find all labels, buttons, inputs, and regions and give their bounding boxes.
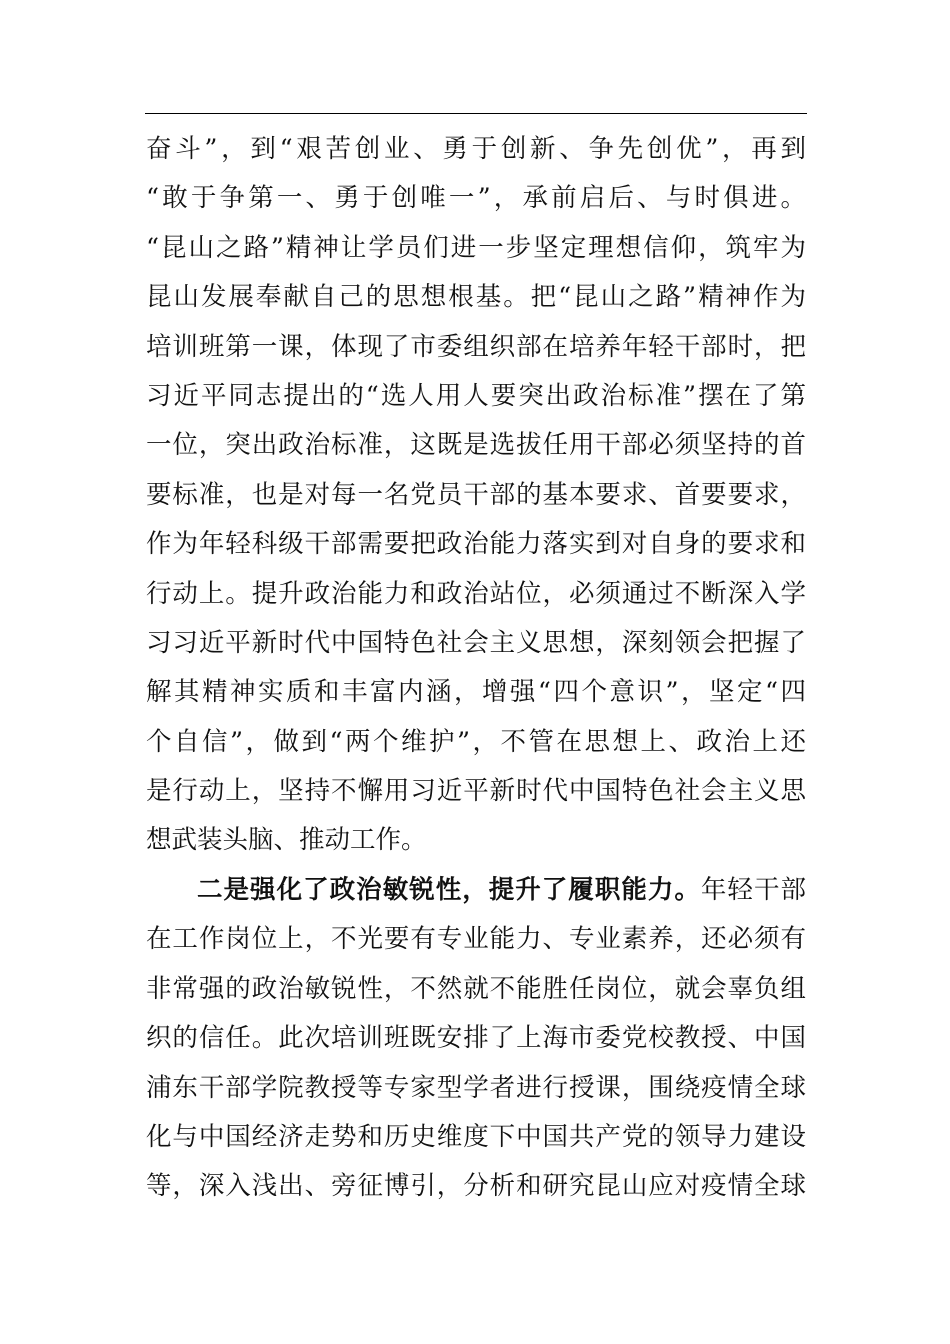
paragraph-1-line: 培训班第一课，体现了市委组织部在培养年轻干部时，把: [146, 331, 806, 362]
paragraph-1-line: 一位，突出政治标准，这既是选拔任用干部必须坚持的首: [146, 430, 806, 461]
paragraph-2-first-line-rest: 年轻干部: [700, 875, 806, 905]
paragraph-2-line: 浦东干部学院教授等专家型学者进行授课，围绕疫情全球: [146, 1072, 806, 1103]
paragraph-2: [146, 866, 806, 1212]
paragraph-1-line: 习近平同志提出的“选人用人要突出政治标准”摆在了第: [146, 380, 806, 411]
paragraph-1-line: 习习近平新时代中国特色社会主义思想，深刻领会把握了: [146, 627, 806, 658]
header-rule: [145, 113, 807, 114]
paragraph-1-line: 奋斗”，到“艰苦创业、勇于创新、争先创优”，再到: [146, 134, 806, 164]
paragraph-1-line: 想武装头脑、推动工作。: [146, 825, 427, 856]
paragraph-1-line: 是行动上，坚持不懈用习近平新时代中国特色社会主义思: [146, 776, 806, 807]
paragraph-1-line: 解其精神实质和丰富内涵，增强“四个意识”，坚定“四: [146, 677, 806, 708]
paragraph-1-line: 作为年轻科级干部需要把政治能力落实到对自身的要求和: [146, 529, 806, 560]
paragraph-2-line: 非常强的政治敏锐性，不然就不能胜任岗位，就会辜负组: [146, 973, 806, 1004]
paragraph-1-line: “昆山之路”精神让学员们进一步坚定理想信仰，筑牢为: [146, 232, 806, 263]
paragraph-2-line: 织的信任。此次培训班既安排了上海市委党校教授、中国: [146, 1023, 806, 1054]
paragraph-2-heading: 二是强化了政治敏锐性，提升了履职能力。: [197, 875, 701, 905]
paragraph-2-first-line: [146, 866, 806, 915]
paragraph-2-line: 等，深入浅出、旁征博引，分析和研究昆山应对疫情全球: [146, 1171, 806, 1202]
paragraph-1-line: 个自信”，做到“两个维护”，不管在思想上、政治上还: [146, 726, 806, 757]
paragraph-2-line: 化与中国经济走势和历史维度下中国共产党的领导力建设: [146, 1121, 806, 1152]
paragraph-1-line: 要标准，也是对每一名党员干部的基本要求、首要要求，: [146, 479, 806, 510]
paragraph-2-line: 在工作岗位上，不光要有专业能力、专业素养，还必须有: [146, 924, 806, 955]
paragraph-1: [146, 125, 806, 866]
paragraph-1-line: “敢于争第一、勇于创唯一”，承前启后、与时俱进。: [146, 183, 806, 214]
paragraph-1-line: 行动上。提升政治能力和政治站位，必须通过不断深入学: [146, 578, 806, 609]
paragraph-1-line: 昆山发展奉献自己的思想根基。把“昆山之路”精神作为: [146, 282, 806, 313]
